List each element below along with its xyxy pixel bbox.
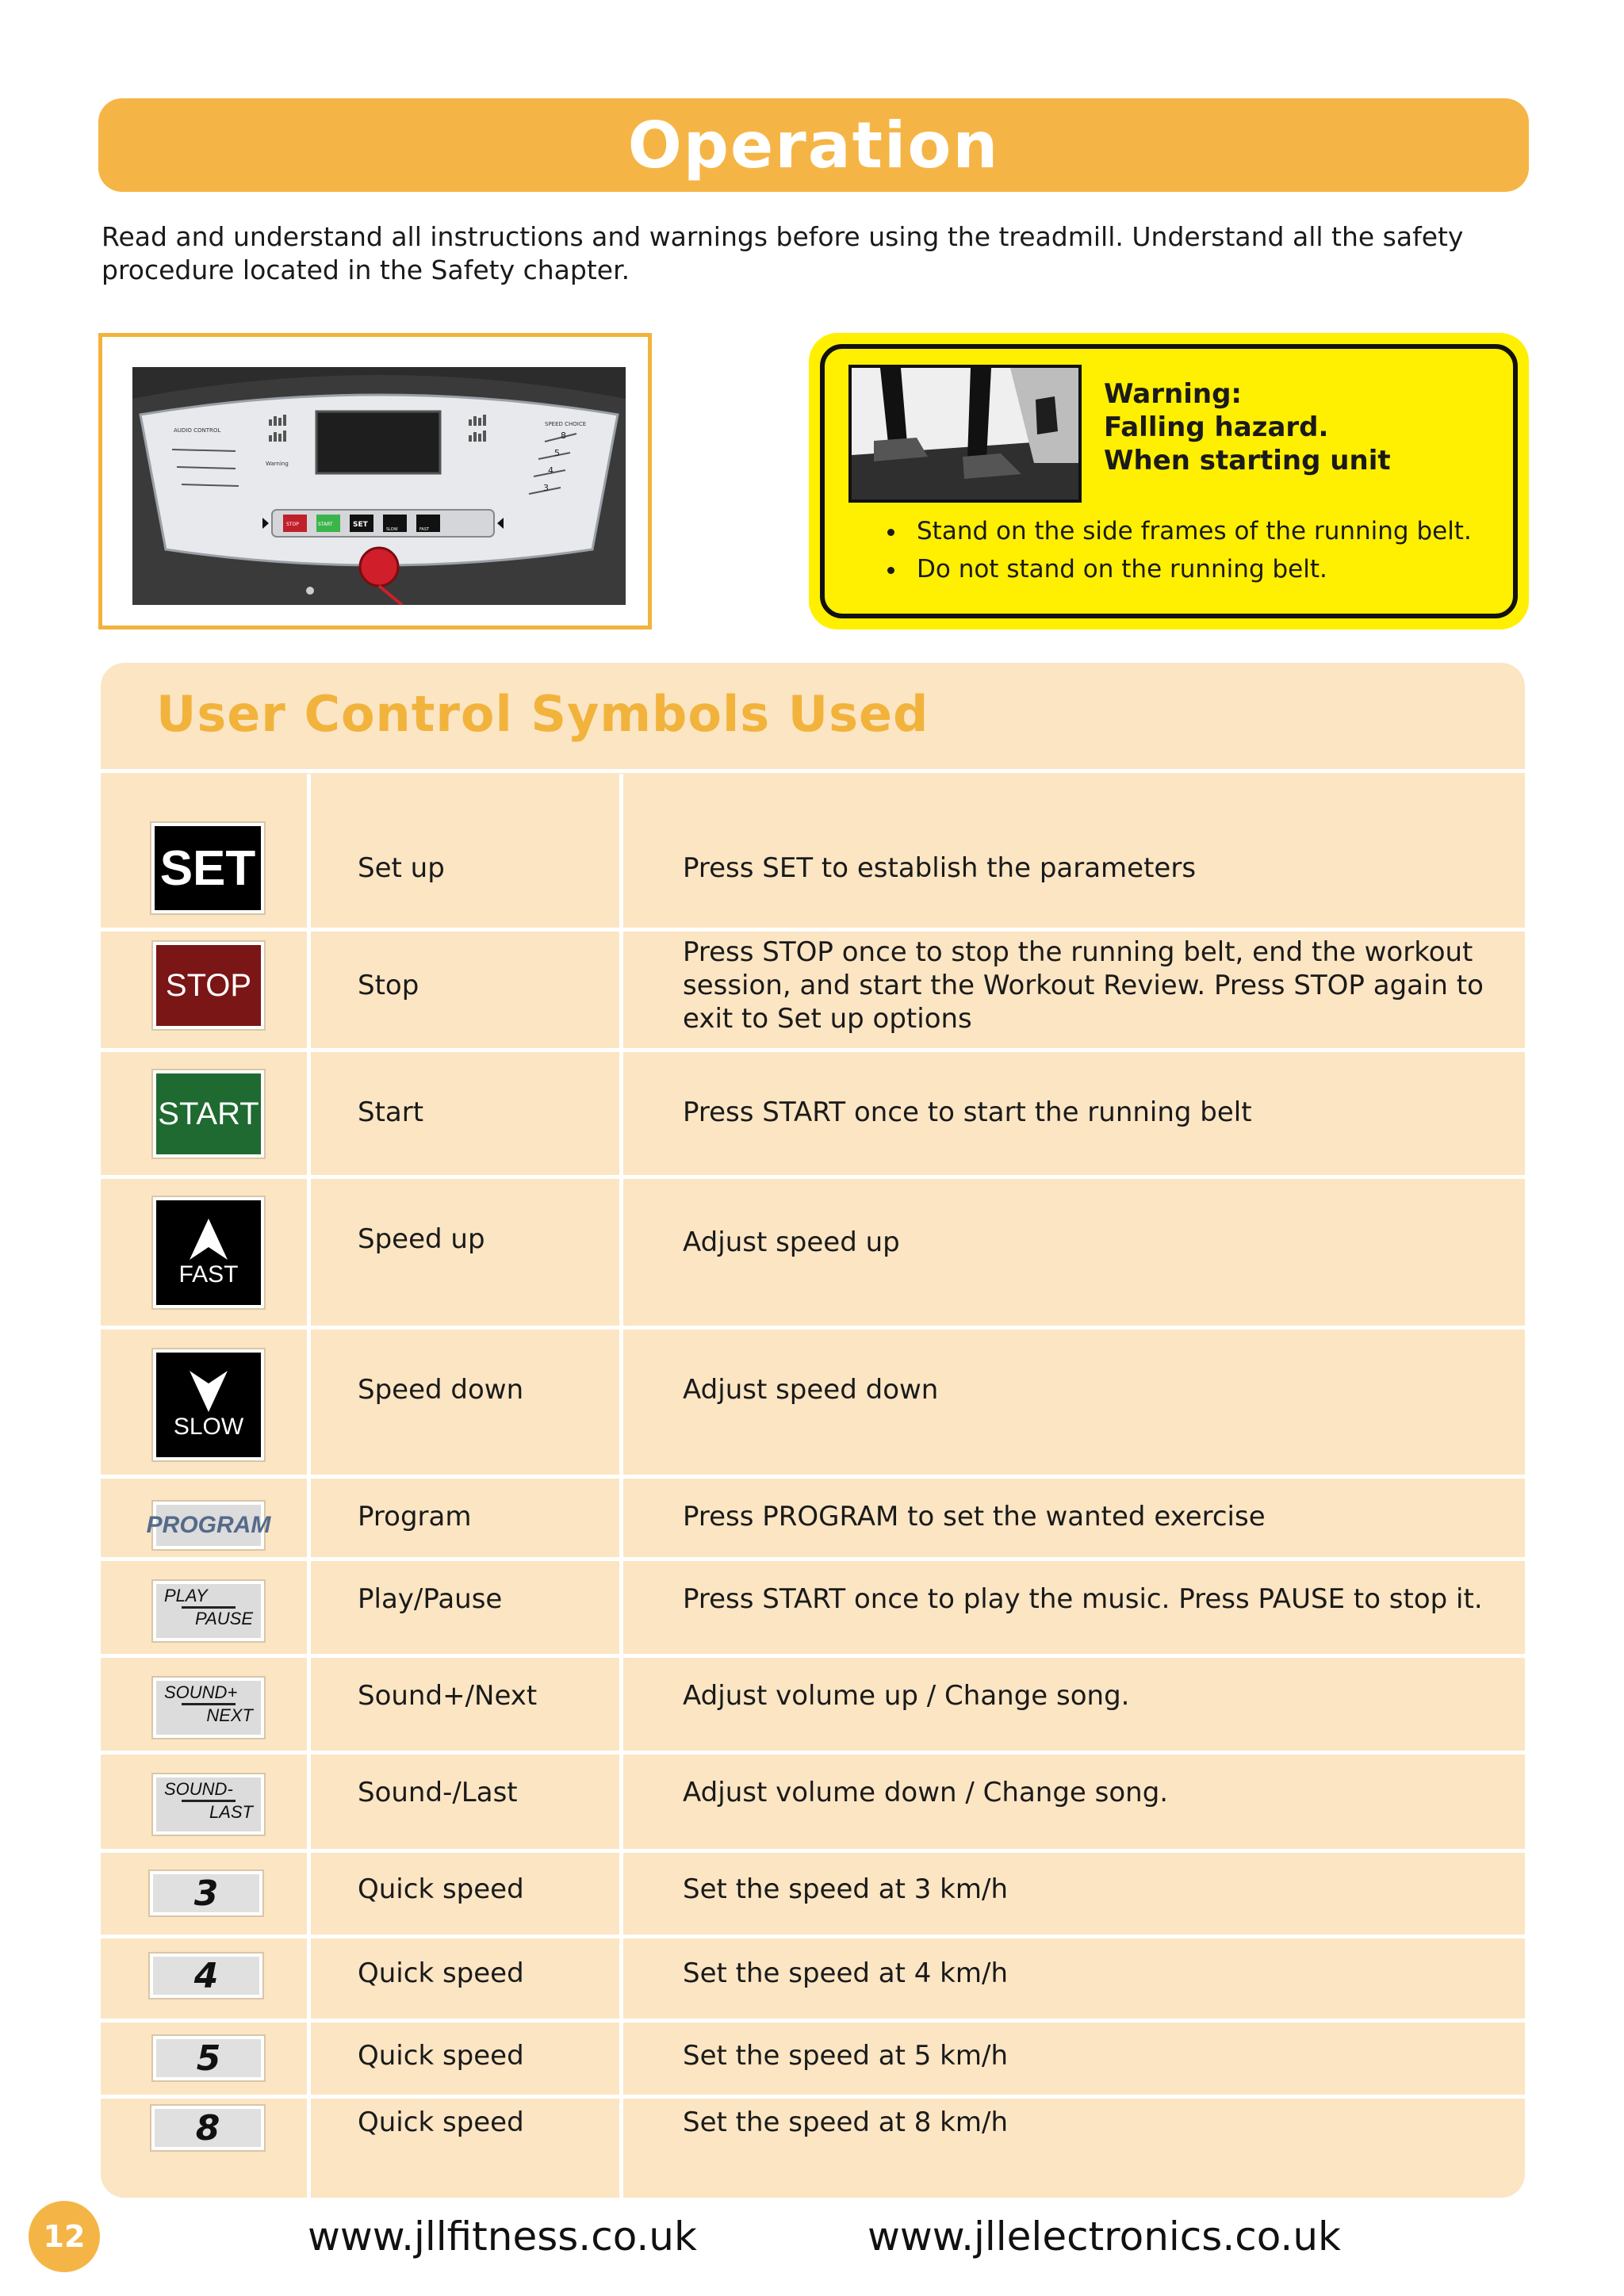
- console-label-5: 5: [554, 448, 560, 458]
- symbol-desc: Adjust volume down / Change song.: [683, 1777, 1169, 1808]
- symbol-name: Quick speed: [358, 2040, 524, 2072]
- stop-symbol: STOP: [153, 942, 264, 1029]
- chevron-up-icon: [186, 1217, 231, 1261]
- chevron-down-icon: [186, 1369, 231, 1414]
- symbol-desc: Set the speed at 5 km/h: [683, 2040, 1008, 2072]
- symbol-name: Speed up: [358, 1223, 485, 1255]
- console-label-audio: AUDIO CONTROL: [174, 427, 221, 434]
- warning-title: [1104, 377, 1391, 477]
- symbol-name: Set up: [358, 852, 445, 884]
- page-title: Operation: [627, 108, 1000, 182]
- console-photo-frame: [98, 333, 652, 629]
- symbol-name: Stop: [358, 970, 419, 1001]
- symbol-name: Quick speed: [358, 1957, 524, 1989]
- console-label-4: 4: [548, 465, 553, 476]
- console-slow-label: SLOW: [386, 527, 398, 532]
- row-divider: [101, 1934, 1525, 1938]
- divider-dash: [182, 1800, 236, 1802]
- column-divider: [619, 774, 623, 2198]
- divider-dash: [182, 1703, 236, 1705]
- quick-speed-3-symbol: 3: [150, 1871, 262, 1915]
- play-pause-symbol-bottom: PAUSE: [195, 1609, 253, 1628]
- row-divider: [101, 2019, 1525, 2022]
- warning-photo: [848, 365, 1082, 503]
- symbols-panel: [101, 663, 1525, 2198]
- row-divider: [101, 1751, 1525, 1755]
- row-divider: [101, 1654, 1525, 1658]
- symbol-desc: Adjust volume up / Change song.: [683, 1680, 1130, 1712]
- fast-symbol: [153, 1197, 264, 1308]
- console-start-label: START: [318, 522, 333, 527]
- row-divider: [101, 1048, 1525, 1052]
- program-symbol: PROGRAM: [153, 1502, 264, 1549]
- divider-dash: [182, 1606, 236, 1609]
- symbol-desc: Set the speed at 4 km/h: [683, 1957, 1008, 1989]
- symbol-name: Speed down: [358, 1374, 524, 1406]
- row-divider: [101, 1175, 1525, 1179]
- footer-link-electronics[interactable]: www.jllelectronics.co.uk: [868, 2214, 1341, 2260]
- symbol-desc: Press STOP once to stop the running belt, end the workout session, and start the Workout Review. Press STOP again to exit to Set up options: [683, 936, 1484, 1035]
- play-pause-symbol-top: PLAY: [164, 1586, 208, 1605]
- console-stop-label: STOP: [286, 522, 299, 527]
- warning-bullet: • Stand on the side frames of the running belt.: [907, 512, 1472, 550]
- console-label-warning: Warning: [266, 461, 289, 467]
- row-divider: [101, 1557, 1525, 1561]
- start-symbol: START: [153, 1070, 264, 1158]
- sound-next-symbol: [153, 1678, 264, 1738]
- warning-box-inner: [820, 344, 1518, 618]
- row-divider: [101, 2095, 1525, 2099]
- symbol-desc: Press SET to establish the parameters: [683, 852, 1197, 884]
- play-pause-symbol: [153, 1581, 264, 1641]
- set-symbol: SET: [151, 823, 264, 913]
- symbols-title: User Control Symbols Used: [156, 685, 929, 743]
- running-belt-illustration: [852, 368, 1078, 499]
- console-fast-label: FAST: [419, 527, 430, 532]
- symbol-desc: Set the speed at 3 km/h: [683, 1873, 1008, 1905]
- sound-last-symbol: [153, 1774, 264, 1835]
- warning-list: [869, 512, 1472, 588]
- warning-box: [809, 333, 1529, 629]
- row-divider: [101, 928, 1525, 932]
- row-divider: [101, 1849, 1525, 1853]
- symbol-name: Play/Pause: [358, 1583, 503, 1615]
- console-photo: [132, 367, 626, 605]
- page-number: 12: [29, 2201, 100, 2272]
- page-title-bar: [98, 98, 1529, 192]
- intro-text: Read and understand all instructions and warnings before using the treadmill. Understand all the safety procedure located in the Safety chapter.: [102, 221, 1464, 285]
- symbol-desc: Set the speed at 8 km/h: [683, 2107, 1008, 2138]
- footer-link-fitness[interactable]: www.jllfitness.co.uk: [308, 2214, 697, 2260]
- sound-last-symbol-top: SOUND-: [164, 1779, 233, 1799]
- sound-last-symbol-bottom: LAST: [209, 1802, 253, 1822]
- symbol-name: Quick speed: [358, 1873, 524, 1905]
- quick-speed-8-symbol: 8: [151, 2106, 264, 2150]
- warning-title-line: When starting unit: [1104, 445, 1391, 476]
- row-divider: [101, 1475, 1525, 1479]
- quick-speed-4-symbol: 4: [150, 1954, 262, 1998]
- column-divider: [307, 774, 311, 2198]
- console-illustration: [132, 367, 626, 605]
- row-divider: [101, 1326, 1525, 1330]
- sound-next-symbol-bottom: NEXT: [206, 1705, 253, 1725]
- warning-bullet: • Do not stand on the running belt.: [907, 550, 1472, 588]
- warning-title-line: Warning:: [1104, 378, 1243, 410]
- symbol-desc: Adjust speed up: [683, 1226, 900, 1258]
- quick-speed-5-symbol: 5: [153, 2036, 264, 2080]
- symbol-desc: Press PROGRAM to set the wanted exercise: [683, 1501, 1266, 1533]
- warning-title-line: Falling hazard.: [1104, 411, 1329, 443]
- row-divider: [101, 769, 1525, 773]
- fast-symbol-label: FAST: [178, 1261, 239, 1288]
- symbol-name: Start: [358, 1096, 424, 1128]
- symbol-name: Quick speed: [358, 2107, 524, 2138]
- symbol-name: Sound-/Last: [358, 1777, 518, 1808]
- symbol-desc: Press START once to start the running belt: [683, 1096, 1252, 1128]
- symbol-desc: Adjust speed down: [683, 1374, 939, 1406]
- console-set-label: SET: [353, 521, 368, 529]
- slow-symbol-label: SLOW: [173, 1414, 244, 1440]
- symbol-name: Program: [358, 1501, 472, 1533]
- console-label-8: 8: [561, 430, 566, 441]
- symbol-name: Sound+/Next: [358, 1680, 538, 1712]
- console-label-3: 3: [543, 483, 549, 493]
- symbol-desc: Press START once to play the music. Press PAUSE to stop it.: [683, 1583, 1483, 1615]
- console-label-speed: SPEED CHOICE: [545, 421, 587, 427]
- slow-symbol: [153, 1349, 264, 1460]
- sound-next-symbol-top: SOUND+: [164, 1682, 238, 1702]
